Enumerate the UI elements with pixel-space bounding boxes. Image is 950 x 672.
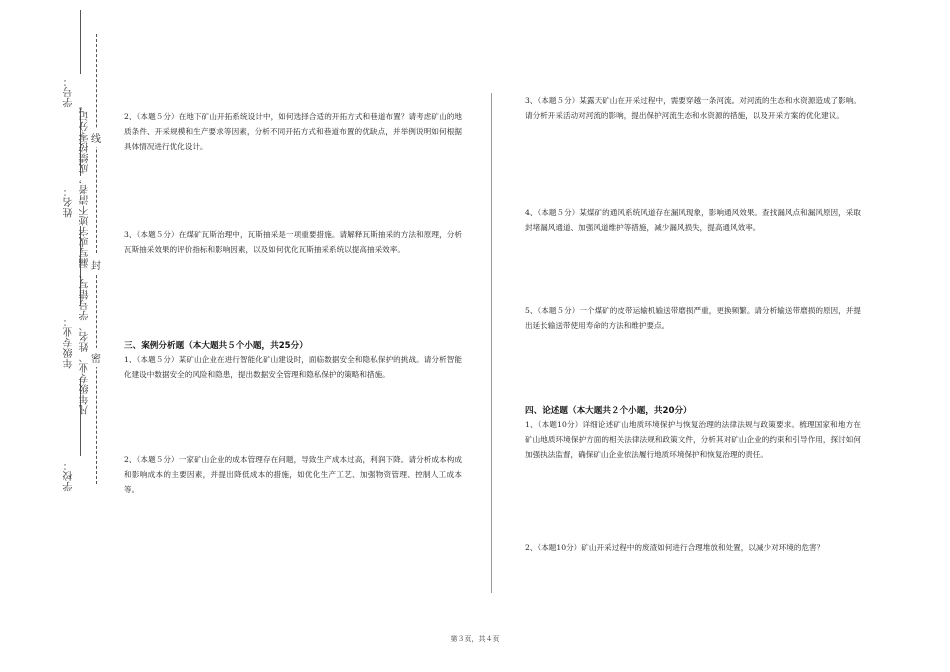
binding-line-xuehao [80, 10, 81, 74]
school-label: 学校： [64, 460, 75, 492]
section-3-title: 三、案例分析题（本大题共５个小题，共25分） [124, 341, 308, 351]
case-question-1: 1、（本题５分）某矿山企业在进行智能化矿山建设时，面临数据安全和隐私保护的挑战。请分析智能化建设中数据安全的风险和隐患，提出数据安全管理和隐私保护的策略和措施。 [124, 355, 462, 379]
question-3-right: 3、（本题５分）某露天矿山在开采过程中，需要穿越一条河流。对河流的生态和水资源造成了影响。请分析开采活动对河流的影响，提出保护河流生态和水资源的措施，以及开采方案的优化建议。 [525, 96, 861, 120]
section-4-title: 四、论述题（本大题共２个小题，共20分） [525, 406, 692, 416]
question-3: 3、（本题５分）在煤矿瓦斯治理中，瓦斯抽采是一项重要措施。请解释瓦斯抽采的方法和原理，分析瓦斯抽采效果的评价指标和影响因素，以及如何优化瓦斯抽采系统以提高抽采效率。 [124, 230, 462, 254]
binding-instruction: 凡年级专业、姓名、学号错写、漏写或字迹不清者，成绩按零分记。 [80, 100, 91, 415]
seal-xian: 线 [91, 128, 101, 147]
question-2: 2、（本题５分）在地下矿山开拓系统设计中，如何选择合适的开拓方式和巷道布置？请考虑矿山的地质条件、开采规模和生产要求等因素，分析不同开拓方式和巷道布置的优缺点，并举例说明如何根据具体情况进行优化设计。 [124, 112, 462, 151]
essay-question-1: 1、（本题10分）详细论述矿山地质环境保护与恢复治理的法律法规与政策要求。梳理国家和地方在矿山地质环境保护方面的相关法律法规和政策文件，分析其对矿山企业的约束和引导作用，探讨如何加强执法监督，确保矿山企业依法履行地质环境保护和恢复治理的责任。 [525, 420, 861, 459]
binding-margin [0, 0, 115, 672]
name-label: 姓名： [64, 186, 75, 218]
case-question-2: 2、（本题５分）一家矿山企业的成本管理存在问题，导致生产成本过高，利润下降。请分析成本构成和影响成本的主要因素，并提出降低成本的措施，如优化生产工艺、加强物资管理、控制人工成本等。 [124, 455, 462, 494]
page-number: 第３页，共４页 [450, 635, 500, 643]
seal-feng: 封 [91, 255, 101, 274]
seal-mi: 密 [91, 348, 101, 367]
essay-question-2: 2、（本题10分）矿山开采过程中的废渣如何进行合理堆放和处置，以减少对环境的危害？ [525, 543, 825, 552]
grade-major-label: 年级专业： [64, 316, 75, 369]
question-4: 4、（本题５分）某煤矿的通风系统风道存在漏风现象，影响通风效果。查找漏风点和漏风原因，采取封堵漏风通道、加强风道维护等措施，减少漏风损失，提高通风效率。 [525, 208, 861, 232]
question-5: 5、（本题５分）一个煤矿的皮带运输机输送带磨损严重，更换频繁。请分析输送带磨损的原因，并提出延长输送带使用寿命的方法和维护要点。 [525, 306, 861, 330]
student-id-label: 学号： [64, 76, 75, 108]
column-divider [491, 93, 492, 593]
